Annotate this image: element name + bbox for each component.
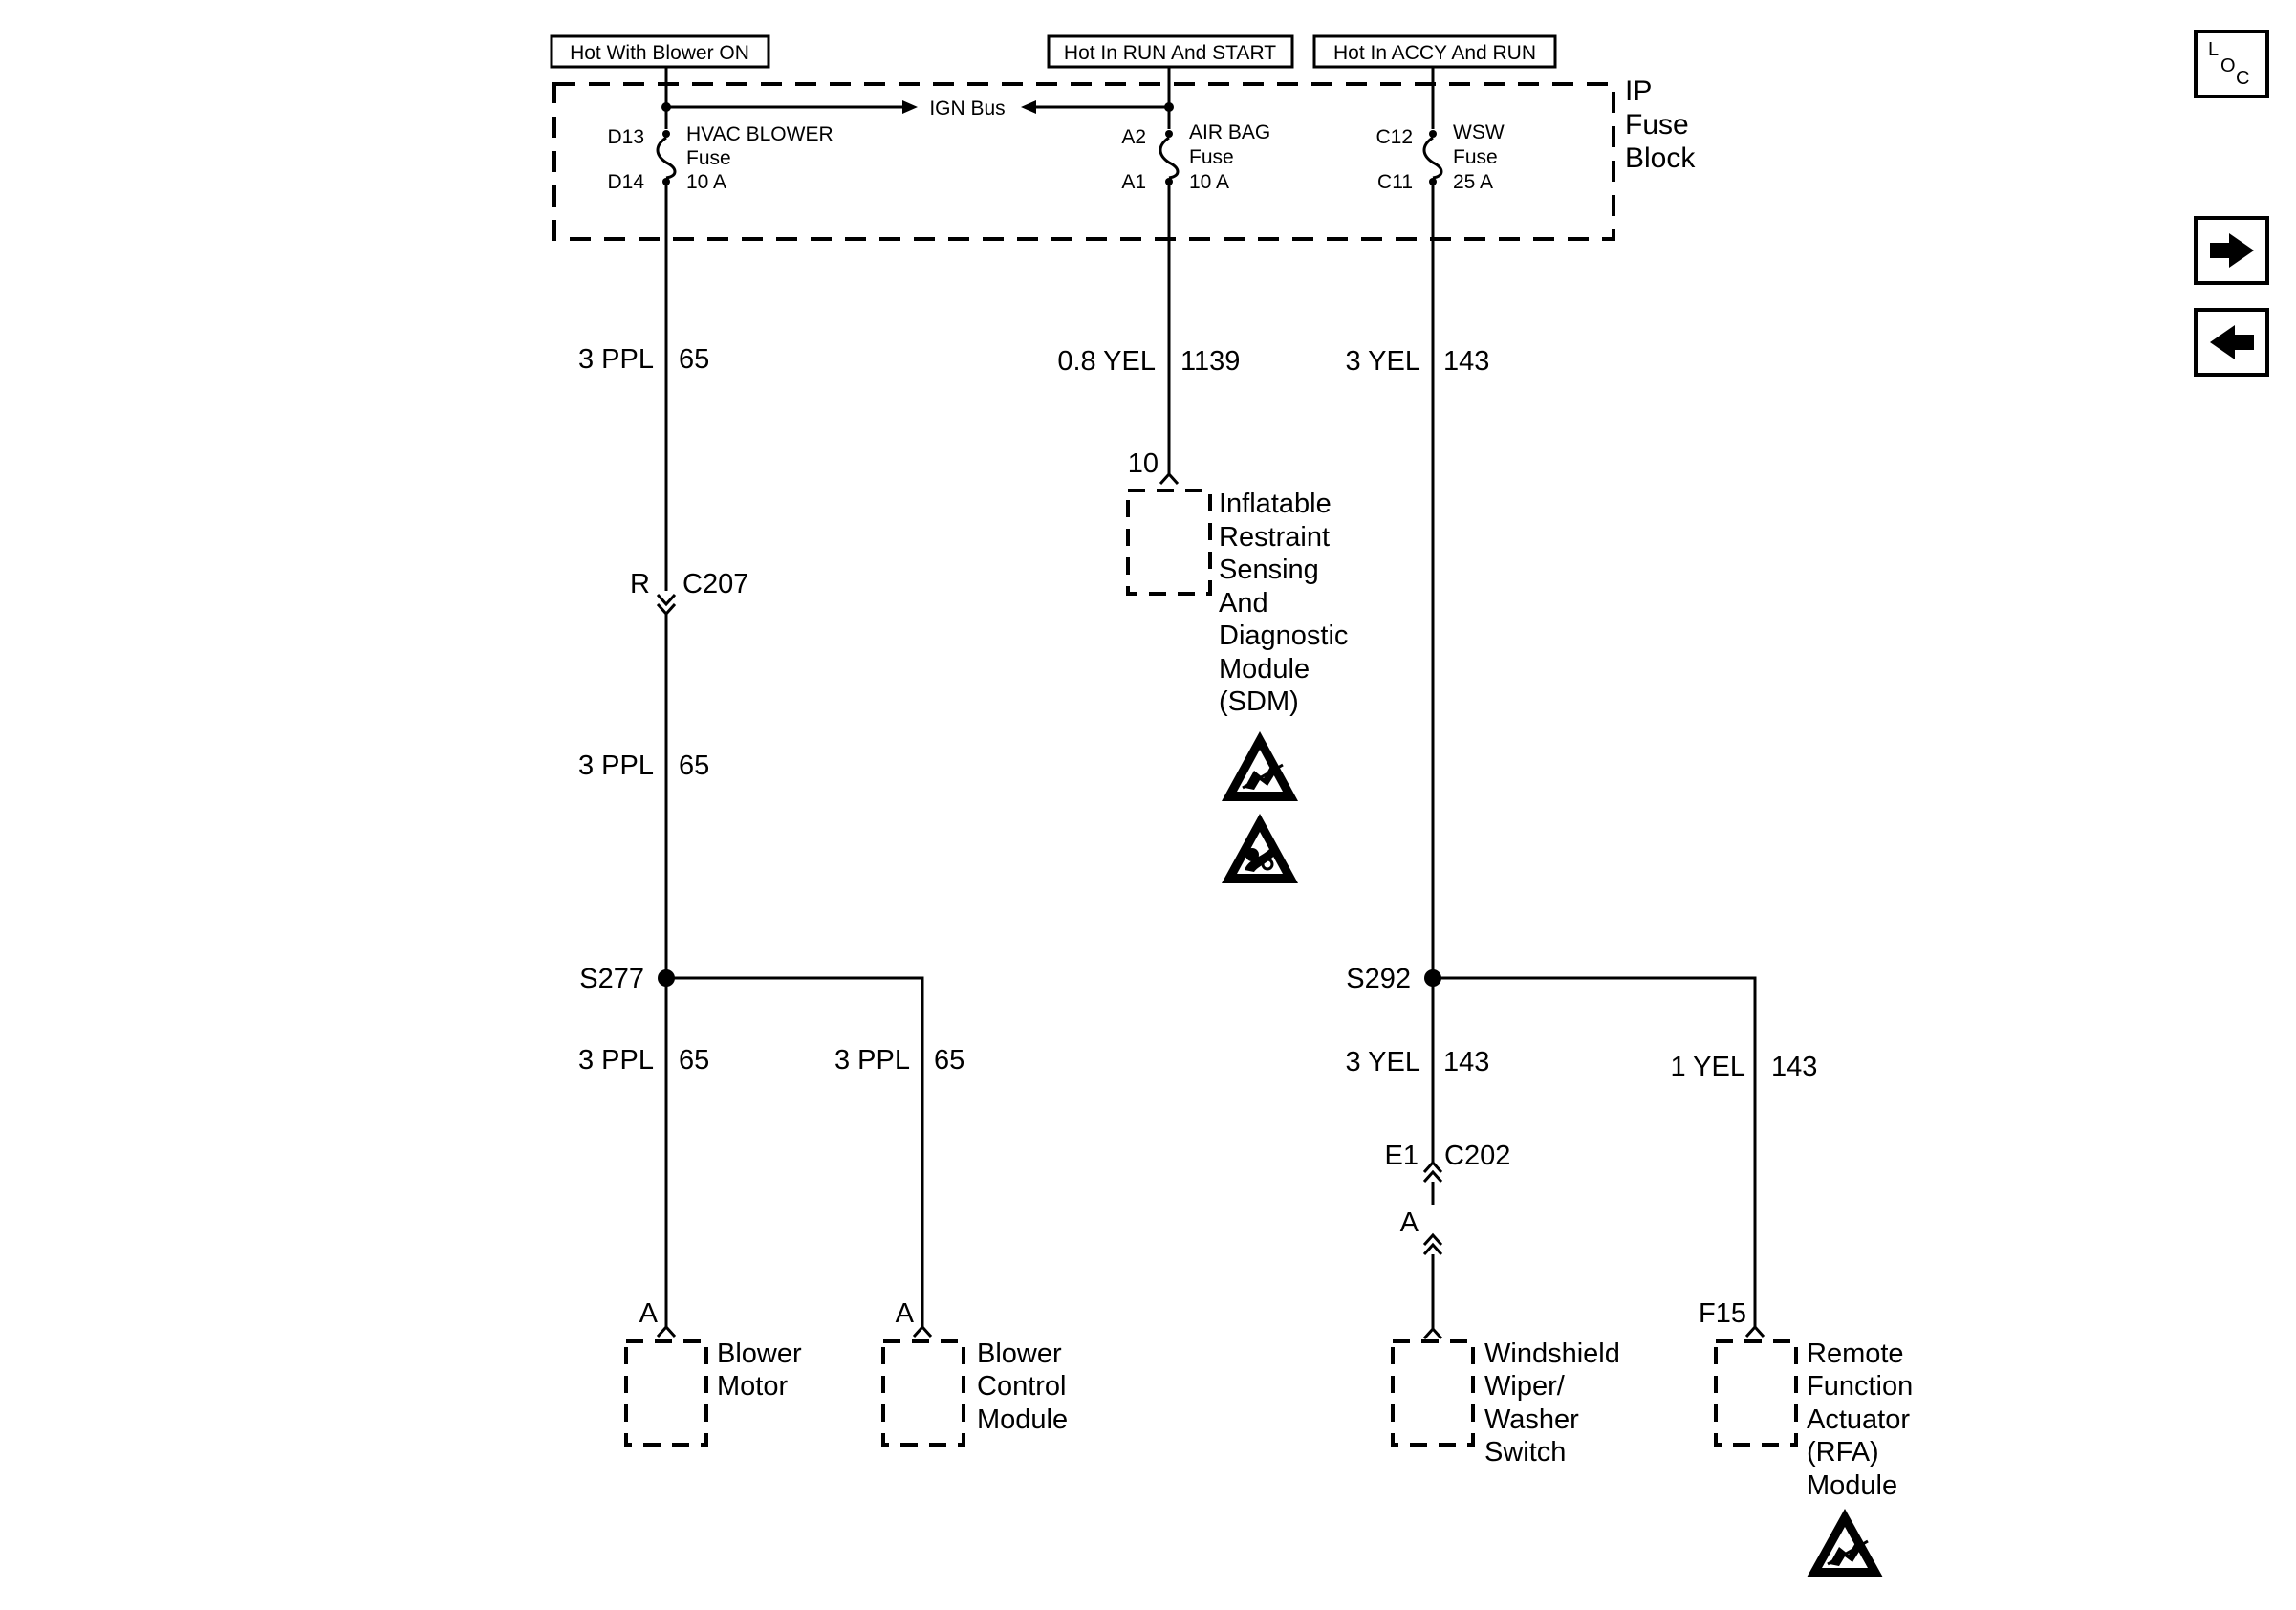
svg-text:S277: S277 [579, 964, 644, 994]
wire-label-65-a [578, 344, 709, 375]
svg-text:Diagnostic: Diagnostic [1219, 620, 1349, 651]
ip-fuse-block-label [1625, 76, 1696, 174]
connector-c202-mate [1400, 1208, 1441, 1254]
svg-text:65: 65 [934, 1045, 965, 1076]
svg-text:S292: S292 [1346, 964, 1411, 994]
svg-text:A: A [639, 1298, 658, 1329]
splice-s277 [579, 964, 675, 994]
svg-text:E1: E1 [1384, 1141, 1419, 1171]
svg-text:AIR BAG: AIR BAG [1189, 121, 1271, 143]
svg-text:143: 143 [1771, 1052, 1818, 1082]
next-page-button[interactable] [2196, 218, 2267, 283]
svg-text:Motor: Motor [717, 1371, 789, 1402]
svg-text:143: 143 [1443, 346, 1490, 377]
svg-text:O: O [2220, 55, 2236, 76]
splice-s292 [1346, 964, 1441, 994]
svg-text:C11: C11 [1377, 171, 1413, 193]
component-blower-motor [626, 1298, 802, 1445]
fuse-air-bag [1121, 102, 1270, 193]
svg-text:3 YEL: 3 YEL [1345, 346, 1420, 377]
previous-page-button[interactable] [2196, 310, 2267, 375]
svg-text:Remote: Remote [1807, 1338, 1904, 1369]
svg-text:C: C [2236, 68, 2250, 89]
svg-text:Fuse: Fuse [1189, 146, 1234, 168]
esd-warning-icon [1807, 1509, 1883, 1577]
svg-text:Function: Function [1807, 1371, 1914, 1402]
svg-text:Windshield: Windshield [1484, 1338, 1620, 1369]
wire-label-65-c [578, 1045, 709, 1076]
svg-text:Blower: Blower [977, 1338, 1062, 1369]
svg-text:Module: Module [1219, 654, 1310, 685]
header-run-start [1049, 36, 1292, 67]
fuse-hvac-blower [607, 102, 833, 193]
svg-text:R: R [630, 569, 650, 599]
header-blower-on [552, 36, 769, 67]
svg-text:Fuse: Fuse [1453, 146, 1498, 168]
airbag-warning-icon [1222, 814, 1298, 883]
svg-text:1 YEL: 1 YEL [1670, 1052, 1745, 1082]
ign-bus [666, 98, 1169, 120]
svg-text:(RFA): (RFA) [1807, 1437, 1879, 1468]
loc-button[interactable] [2196, 32, 2267, 97]
connector-c202 [1385, 1141, 1511, 1182]
svg-text:10: 10 [1127, 448, 1159, 479]
connector-c207 [630, 569, 748, 614]
wire-label-65-b [578, 751, 709, 781]
svg-text:HVAC BLOWER: HVAC BLOWER [686, 123, 834, 145]
svg-text:D13: D13 [607, 126, 644, 148]
wire-label-143-b [1346, 1047, 1490, 1077]
svg-text:3 PPL: 3 PPL [578, 344, 654, 375]
svg-text:25 A: 25 A [1453, 171, 1494, 193]
svg-text:10 A: 10 A [686, 171, 727, 193]
component-rfa-module [1699, 1298, 1913, 1501]
svg-text:3 PPL: 3 PPL [834, 1045, 910, 1076]
svg-text:Fuse: Fuse [686, 147, 731, 169]
svg-text:Fuse: Fuse [1625, 109, 1689, 141]
svg-text:A: A [1399, 1208, 1419, 1238]
wire-label-143-a [1346, 346, 1490, 377]
esd-warning-icon [1222, 731, 1298, 801]
svg-text:L: L [2208, 39, 2220, 60]
svg-text:F15: F15 [1699, 1298, 1746, 1329]
svg-text:Restraint: Restraint [1219, 522, 1331, 553]
svg-text:A1: A1 [1121, 171, 1146, 193]
wire-label-1139 [1057, 346, 1240, 377]
component-wiper-washer-switch [1393, 1329, 1620, 1468]
svg-text:C202: C202 [1444, 1141, 1511, 1171]
svg-text:65: 65 [679, 751, 710, 781]
svg-text:Module: Module [1807, 1470, 1898, 1501]
svg-text:C12: C12 [1375, 126, 1413, 148]
svg-text:WSW: WSW [1453, 121, 1505, 143]
svg-text:Washer: Washer [1484, 1404, 1579, 1435]
svg-text:Actuator: Actuator [1807, 1404, 1910, 1435]
svg-text:3 YEL: 3 YEL [1345, 1047, 1420, 1077]
svg-text:A2: A2 [1121, 126, 1146, 148]
svg-text:A: A [895, 1298, 914, 1329]
svg-text:Wiper/: Wiper/ [1484, 1371, 1565, 1402]
header-accy-run [1314, 36, 1555, 67]
svg-text:IP: IP [1625, 76, 1653, 107]
svg-text:Switch: Switch [1484, 1437, 1567, 1468]
component-sdm [1128, 448, 1349, 717]
svg-text:65: 65 [679, 344, 710, 375]
svg-text:And: And [1219, 588, 1268, 619]
svg-text:Inflatable: Inflatable [1219, 489, 1332, 519]
svg-text:3 PPL: 3 PPL [578, 1045, 654, 1076]
fuse-wsw [1375, 105, 1504, 193]
wire-label-143-c [1671, 1052, 1818, 1082]
svg-text:143: 143 [1443, 1047, 1490, 1077]
svg-text:C207: C207 [682, 569, 749, 599]
svg-text:65: 65 [679, 1045, 710, 1076]
svg-text:IGN Bus: IGN Bus [929, 98, 1006, 120]
wire-label-65-d [834, 1045, 964, 1076]
svg-text:Hot With Blower ON: Hot With Blower ON [570, 42, 749, 64]
svg-text:Module: Module [977, 1404, 1069, 1435]
svg-text:10 A: 10 A [1189, 171, 1230, 193]
svg-text:3 PPL: 3 PPL [578, 751, 654, 781]
svg-text:Hot In RUN And START: Hot In RUN And START [1063, 42, 1277, 64]
component-blower-control-module [883, 1298, 1068, 1445]
svg-text:(SDM): (SDM) [1219, 686, 1299, 717]
svg-text:D14: D14 [607, 171, 644, 193]
svg-text:0.8 YEL: 0.8 YEL [1057, 346, 1156, 377]
svg-text:1139: 1139 [1180, 346, 1241, 377]
svg-text:Hot In ACCY And RUN: Hot In ACCY And RUN [1332, 42, 1537, 64]
svg-text:Blower: Blower [717, 1338, 802, 1369]
svg-text:Control: Control [977, 1371, 1067, 1402]
svg-text:Sensing: Sensing [1219, 555, 1319, 585]
svg-text:Block: Block [1625, 142, 1696, 174]
